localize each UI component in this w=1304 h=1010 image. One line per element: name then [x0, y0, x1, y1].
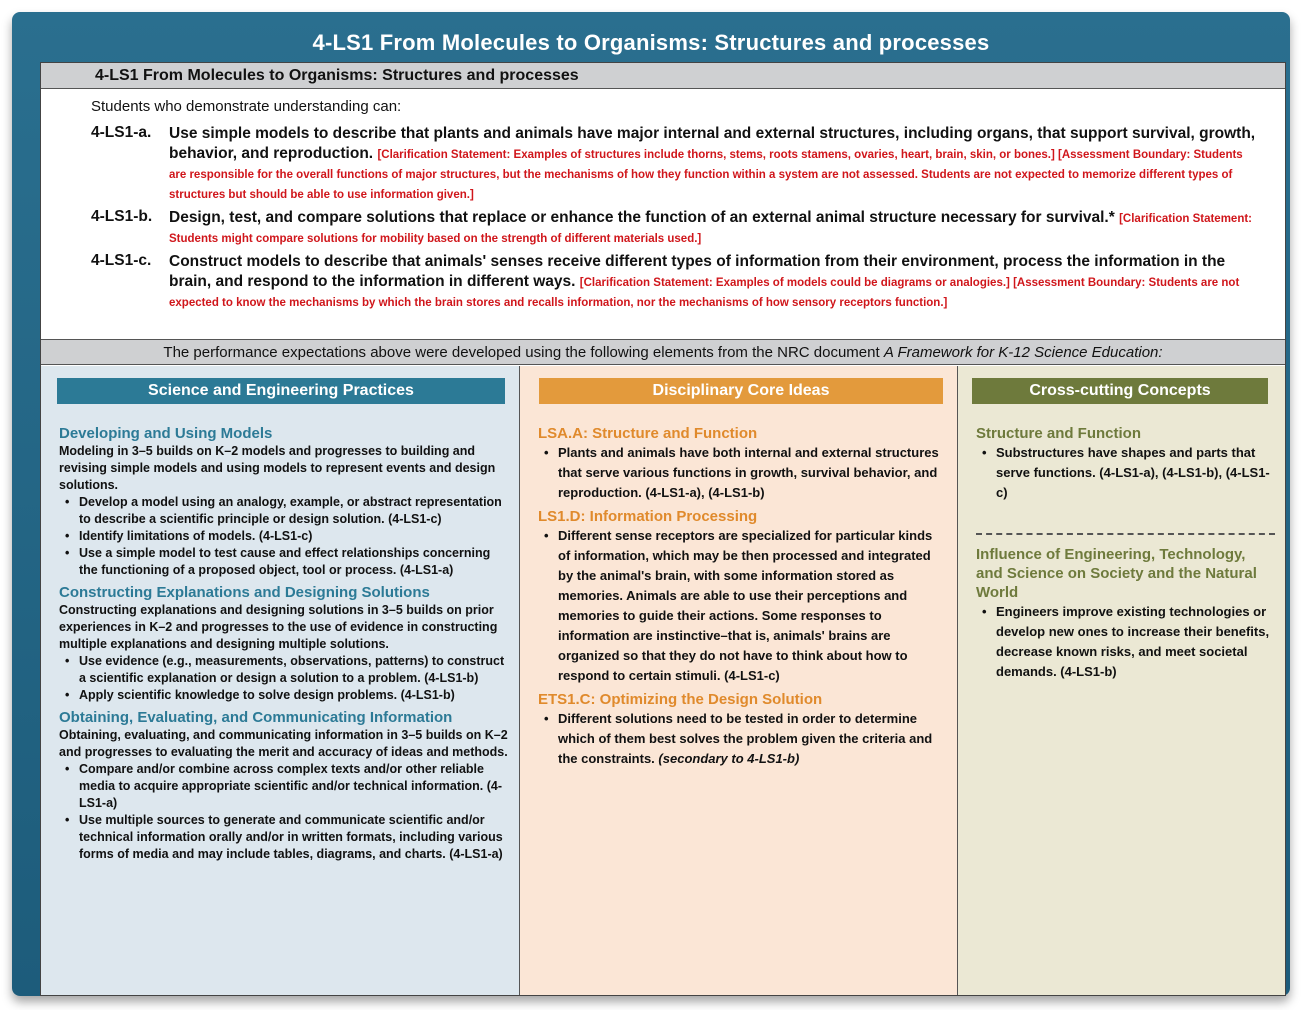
sep-section-title: Developing and Using Models: [59, 425, 273, 442]
pe-clarification: [Clarification Statement: Examples of structures include thorns, stems, roots stamens, ovaries, heart, brain, skin, or bones.] [Assessment Boundary: Students are responsible for the overall functions of major structures, but the mechanisms of how they function within a system are not assessed. Students are not expected to memorize different types of structures but should be able to use information given.]: [169, 149, 1243, 201]
ccc-section-title: Influence of Engineering, Technology, and Science on Society and the Natural World: [976, 546, 1257, 601]
performance-expectations: [41, 90, 1285, 338]
sep-section-para: Obtaining, evaluating, and communicating information in 3–5 builds on K–2 and progresses to evaluating the merit and accuracy of ideas and methods.: [59, 728, 508, 759]
dci-heading: Disciplinary Core Ideas: [539, 378, 943, 404]
pe-item: [91, 124, 1261, 204]
ccc-heading: Cross-cutting Concepts: [972, 378, 1268, 404]
dci-column: [520, 366, 958, 995]
pe-item: [91, 252, 1261, 312]
pe-text: Use simple models to describe that plants and animals have major internal and external structures, including organs, that support survival, growth, behavior, and reproduction.: [169, 125, 1256, 162]
sep-bullet: • Use multiple sources to generate and communicate scientific and/or technical information orally and/or in written formats, including various forms of media and may include tables, diagrams, and charts. (4-LS1-a): [79, 812, 509, 863]
foundation-bar: [41, 339, 1285, 365]
standard-panel: [40, 62, 1286, 996]
intro-text: Students who demonstrate understanding can:: [91, 98, 402, 115]
ccc-bullet: • Substructures have shapes and parts that serve functions. (4-LS1-a), (4-LS1-b), (4-LS1-c): [996, 443, 1275, 503]
sep-column: [41, 366, 520, 995]
foundation-document: A Framework for K-12 Science Education:: [883, 344, 1163, 361]
dci-bullet: [558, 709, 947, 769]
pe-text: Design, test, and compare solutions that replace or enhance the function of an external animal structure necessary for survival.*: [169, 209, 1115, 226]
sep-section-para: Modeling in 3–5 builds on K–2 models and progresses to building and revising simple models and using models to represent events and design solutions.: [59, 444, 496, 492]
sep-section-title: Obtaining, Evaluating, and Communicating Information: [59, 709, 453, 726]
foundation-text: The performance expectations above were developed using the following elements from the NRC document: [163, 344, 884, 361]
sep-section-para: Constructing explanations and designing solutions in 3–5 builds on prior experiences in K–2 and progresses to the use of evidence in constructing multiple explanations and designing multiple solutions.: [59, 603, 498, 651]
foundation-columns: [41, 366, 1285, 995]
dci-bullet-text: Different solutions need to be tested in order to determine which of them best solves the problem given the criteria and the constraints.: [558, 711, 933, 766]
standard-frame: [12, 12, 1290, 996]
section-divider: [976, 533, 1275, 535]
dci-section-title: ETS1.C: Optimizing the Design Solution: [538, 691, 823, 708]
sep-section-title: Constructing Explanations and Designing Solutions: [59, 584, 430, 601]
dci-bullet: • Different sense receptors are specialized for particular kinds of information, which may be then processed and integrated by the animal's brain, with some information stored as memories. Animals are able to use their perceptions and memories to guide their actions. Some responses to information are instinctive–that is, animals' brains are organized so that they do not have to think about how to respond to certain stimuli. (4-LS1-c): [558, 526, 947, 686]
sep-bullet: • Develop a model using an analogy, example, or abstract representation to describe a scientific principle or design solution. (4-LS1-c): [79, 494, 509, 528]
ccc-bullet: • Engineers improve existing technologies or develop new ones to increase their benefits, decrease known risks, and meet societal demands. (4-LS1-b): [996, 602, 1275, 682]
dci-bullet: • Plants and animals have both internal and external structures that serve various functions in growth, survival behavior, and reproduction. (4-LS1-a), (4-LS1-b): [558, 443, 947, 503]
pe-item: [91, 208, 1261, 248]
sep-bullet: • Apply scientific knowledge to solve design problems. (4-LS1-b): [79, 687, 509, 704]
ccc-column: [958, 366, 1285, 995]
pe-text: Construct models to describe that animals' senses receive different types of information from their environment, process the information in the brain, and respond to the information in different ways.: [169, 253, 1226, 290]
dci-section-title: LSA.A: Structure and Function: [538, 425, 758, 442]
pe-clarification: [Clarification Statement: Students might compare solutions for mobility based on the strength of different materials used.]: [169, 213, 1253, 245]
sep-bullet: • Use a simple model to test cause and effect relationships concerning the functioning of a proposed object, tool or process. (4-LS1-a): [79, 545, 509, 579]
dci-secondary-note: (secondary to 4-LS1-b): [658, 751, 800, 766]
banner-title: 4-LS1 From Molecules to Organisms: Structures and processes: [312, 30, 990, 55]
ccc-section-title: Structure and Function: [976, 425, 1141, 442]
dci-section-title: LS1.D: Information Processing: [538, 508, 758, 525]
pe-code: 4-LS1-a.: [91, 124, 152, 141]
pe-clarification: [Clarification Statement: Examples of models could be diagrams or analogies.] [Assessment Boundary: Students are not expected to know the mechanisms by which the brain stores and recalls information, nor the mechanisms of how sensory receptors function.]: [169, 277, 1240, 309]
pe-header: 4-LS1 From Molecules to Organisms: Structures and processes: [41, 63, 1285, 89]
sep-bullet: • Compare and/or combine across complex texts and/or other reliable media to acquire appropriate scientific and/or technical information. (4-LS1-a): [79, 761, 509, 812]
pe-code: 4-LS1-c.: [91, 252, 152, 269]
sep-bullet: • Use evidence (e.g., measurements, observations, patterns) to construct a scientific explanation or design a solution to a problem. (4-LS1-b): [79, 653, 509, 687]
pe-code: 4-LS1-b.: [91, 208, 153, 225]
sep-heading: Science and Engineering Practices: [57, 378, 505, 404]
sep-bullet: • Identify limitations of models. (4-LS1-c): [79, 528, 509, 545]
